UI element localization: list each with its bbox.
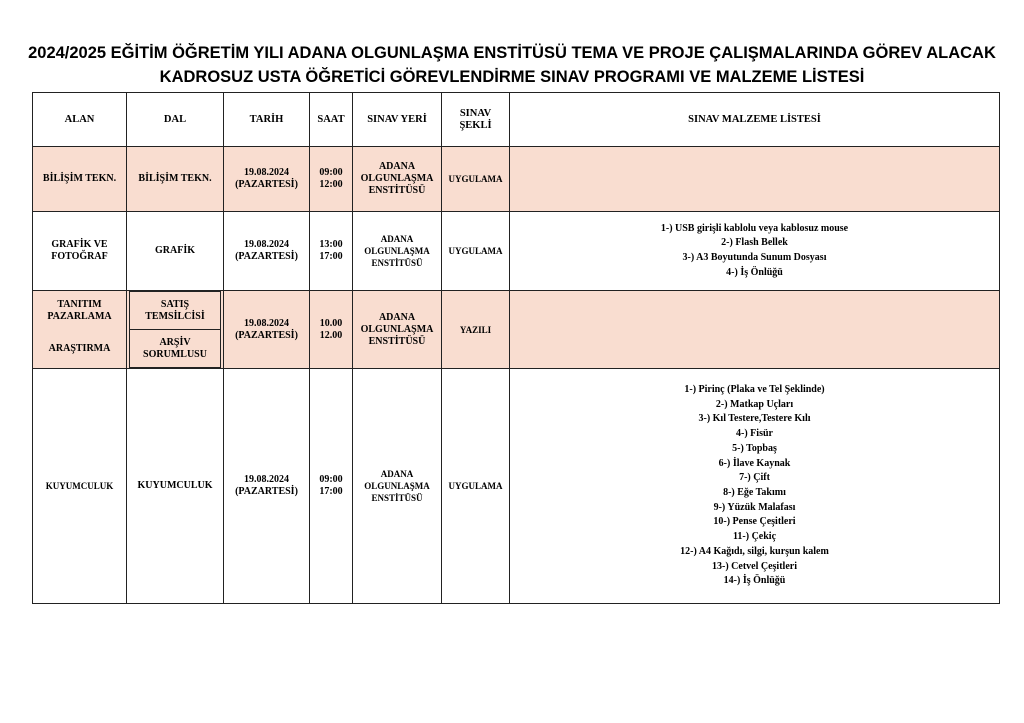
yer-line-2: OLGUNLAŞMA: [360, 323, 434, 335]
list-item: 12-) A4 Kağıdı, silgi, kurşun kalem: [680, 545, 829, 557]
dal-1-line-1: SATIŞ: [160, 298, 190, 310]
alan-line-2: FOTOĞRAF: [51, 251, 108, 262]
exam-schedule-table: [32, 92, 1000, 604]
document-title-line-1: 2024/2025 EĞİTİM ÖĞRETİM YILI ADANA OLGUNLAŞMA ENSTİTÜSÜ TEMA VE PROJE ÇALIŞMALARINDA GÖREV ALACAK: [28, 44, 996, 62]
header-malzeme-listesi: SINAV MALZEME LİSTESİ: [510, 93, 1000, 147]
cell-sinav-sekli: UYGULAMA: [442, 147, 510, 212]
yer-line-3: ENSTİTÜSÜ: [371, 493, 423, 503]
cell-dal: [127, 291, 224, 369]
saat-end: 17:00: [319, 251, 343, 262]
dal-satis-temsilcisi: [130, 292, 221, 330]
yer-line-3: ENSTİTÜSÜ: [368, 185, 426, 196]
header-saat: SAAT: [310, 93, 353, 147]
cell-sinav-yeri: [353, 147, 442, 212]
tarih-day: (PAZARTESİ): [235, 329, 298, 341]
cell-tarih: [224, 212, 310, 291]
list-item: 14-) İş Önlüğü: [723, 575, 786, 587]
cell-sinav-yeri: [353, 212, 442, 291]
tarih-date: 19.08.2024: [244, 167, 289, 178]
header-sinav-sekli-line-1: SINAV: [459, 107, 492, 119]
yer-line-1: ADANA: [380, 234, 414, 244]
tarih-day: (PAZARTESİ): [235, 486, 298, 497]
list-item: 1-) Pirinç (Plaka ve Tel Şeklinde): [684, 384, 825, 396]
cell-saat: [310, 369, 353, 604]
list-item: 7-) Çift: [739, 472, 770, 484]
saat-end: 17:00: [319, 486, 343, 497]
header-sinav-sekli-line-2: ŞEKLİ: [459, 119, 492, 131]
cell-dal: GRAFİK: [127, 212, 224, 291]
cell-sinav-sekli: UYGULAMA: [442, 369, 510, 604]
cell-tarih: [224, 291, 310, 369]
cell-malzeme-listesi: [510, 291, 1000, 369]
yer-line-2: OLGUNLAŞMA: [360, 173, 434, 184]
alan-line-1: TANITIM: [57, 299, 102, 310]
cell-tarih: [224, 369, 310, 604]
cell-alan: [33, 291, 127, 369]
cell-saat: [310, 212, 353, 291]
cell-saat: [310, 147, 353, 212]
cell-dal: KUYUMCULUK: [127, 369, 224, 604]
list-item: 4-) Fisür: [736, 428, 773, 440]
list-item: 2-) Flash Bellek: [721, 237, 788, 249]
cell-sinav-yeri: [353, 291, 442, 369]
cell-malzeme-listesi: [510, 147, 1000, 212]
cell-malzeme-listesi: [510, 369, 1000, 604]
tarih-date: 19.08.2024: [244, 239, 289, 250]
alan-line-1: GRAFİK VE: [51, 239, 108, 250]
header-tarih: TARİH: [224, 93, 310, 147]
yer-line-1: ADANA: [378, 161, 416, 172]
dal-subtable: [129, 291, 221, 368]
yer-line-3: ENSTİTÜSÜ: [371, 258, 423, 268]
saat-end: 12.00: [319, 329, 343, 341]
yer-line-3: ENSTİTÜSÜ: [368, 335, 426, 347]
yer-line-1: ADANA: [378, 311, 416, 323]
saat-start: 10.00: [319, 317, 343, 329]
saat-start: 13:00: [319, 239, 343, 250]
cell-tarih: [224, 147, 310, 212]
alan-line-2: PAZARLAMA: [47, 311, 112, 322]
list-item: 3-) A3 Boyutunda Sunum Dosyası: [682, 252, 827, 263]
dal-2-line-1: ARŞİV: [159, 336, 191, 348]
list-item: 10-) Pense Çeşitleri: [713, 516, 796, 528]
cell-dal: BİLİŞİM TEKN.: [127, 147, 224, 212]
cell-alan: [33, 212, 127, 291]
cell-alan: BİLİŞİM TEKN.: [33, 147, 127, 212]
dal-arsiv-sorumlusu: [130, 330, 221, 368]
list-item: 8-) Eğe Takımı: [723, 487, 786, 498]
header-sinav-sekli: [442, 93, 510, 147]
tarih-date: 19.08.2024: [244, 317, 289, 329]
list-item: 4-) İş Önlüğü: [726, 266, 783, 278]
alan-line-3: ARAŞTIRMA: [48, 342, 111, 354]
tarih-date: 19.08.2024: [244, 474, 289, 485]
tarih-day: (PAZARTESİ): [235, 179, 298, 190]
list-item: 5-) Topbaş: [732, 442, 777, 454]
list-item: 13-) Cetvel Çeşitleri: [712, 560, 797, 572]
yer-line-1: ADANA: [380, 469, 414, 479]
dal-2-line-2: SORUMLUSU: [143, 348, 207, 360]
table-row: [33, 147, 1000, 212]
table-row: [33, 212, 1000, 291]
list-item: 6-) İlave Kaynak: [718, 457, 791, 469]
saat-start: 09:00: [319, 474, 343, 485]
table-row: [33, 291, 1000, 369]
yer-line-2: OLGUNLAŞMA: [364, 246, 430, 256]
dal-1-line-2: TEMSİLCİSİ: [145, 310, 205, 322]
list-item: 1-) USB girişli kablolu veya kablosuz mouse: [660, 222, 849, 234]
saat-end: 12:00: [319, 179, 343, 190]
cell-sinav-sekli: YAZILI: [442, 291, 510, 369]
list-item: 2-) Matkap Uçları: [715, 398, 794, 410]
yer-line-2: OLGUNLAŞMA: [364, 481, 430, 491]
document-title-line-2: KADROSUZ USTA ÖĞRETİCİ GÖREVLENDİRME SINAV PROGRAMI VE MALZEME LİSTESİ: [159, 68, 865, 86]
cell-malzeme-listesi: [510, 212, 1000, 291]
header-sinav-yeri: SINAV YERİ: [353, 93, 442, 147]
cell-saat: [310, 291, 353, 369]
list-item: 9-) Yüzük Malafası: [713, 501, 796, 513]
header-alan: ALAN: [33, 93, 127, 147]
table-row: [33, 369, 1000, 604]
tarih-day: (PAZARTESİ): [235, 251, 298, 262]
table-header-row: [33, 93, 1000, 147]
cell-sinav-sekli: UYGULAMA: [442, 212, 510, 291]
list-item: 3-) Kıl Testere,Testere Kılı: [698, 413, 811, 425]
saat-start: 09:00: [319, 167, 343, 178]
list-item: 11-) Çekiç: [732, 531, 777, 543]
cell-alan: KUYUMCULUK: [33, 369, 127, 604]
cell-sinav-yeri: [353, 369, 442, 604]
header-dal: DAL: [127, 93, 224, 147]
